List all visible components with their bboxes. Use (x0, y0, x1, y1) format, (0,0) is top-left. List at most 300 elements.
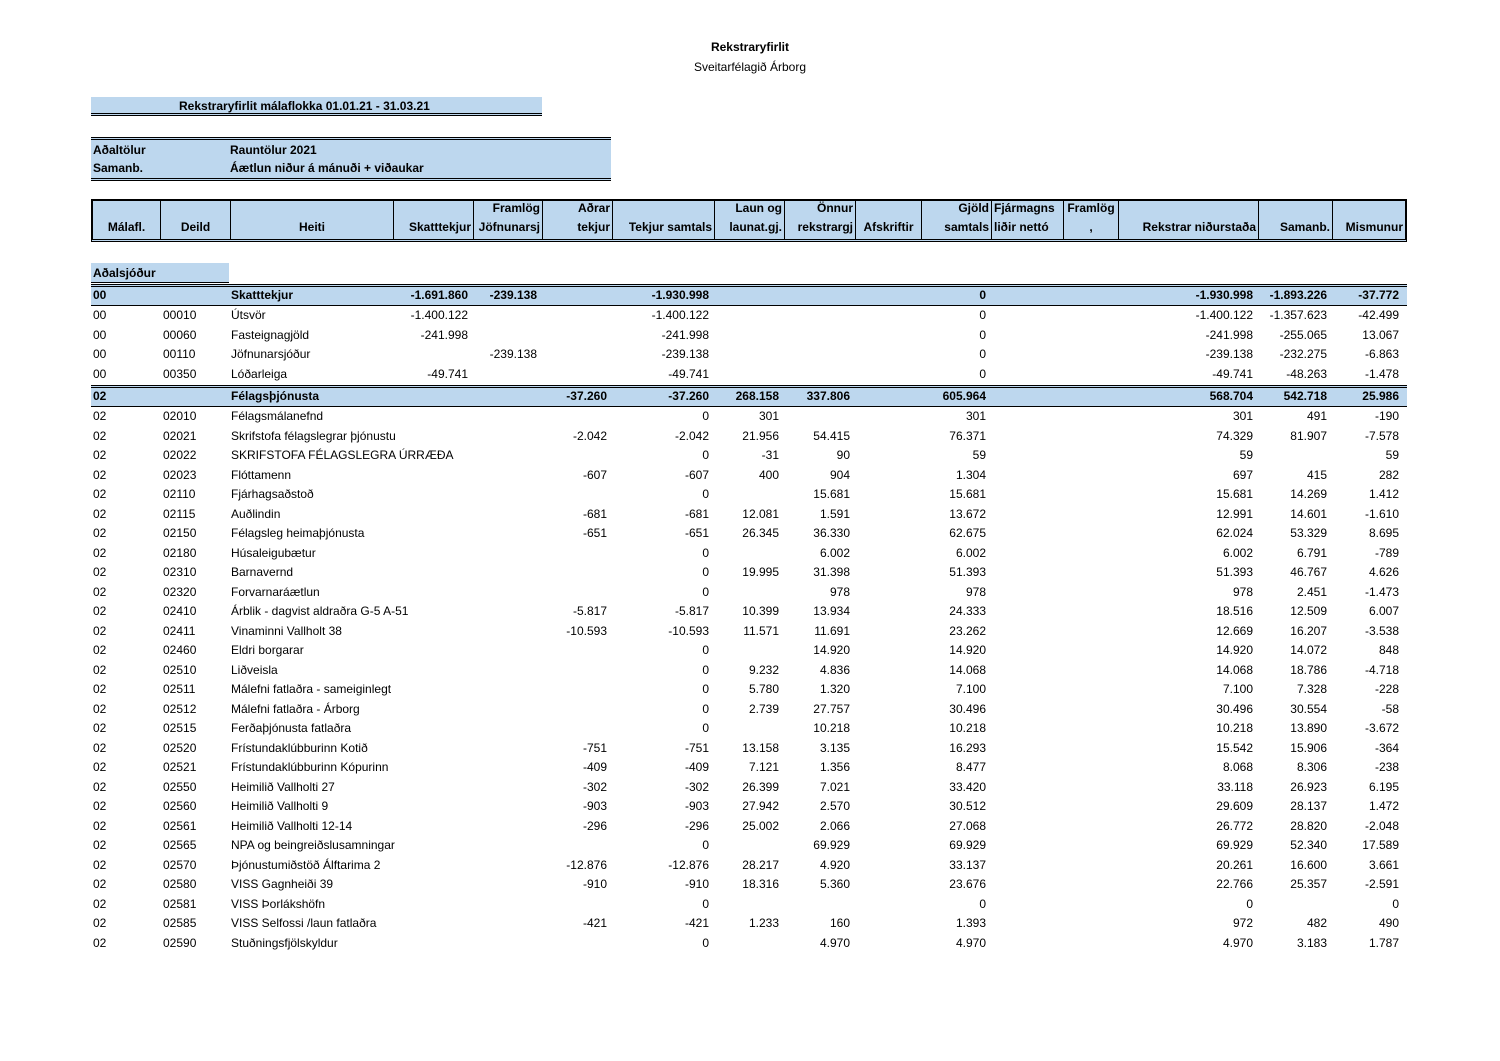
table-row (91, 758, 1407, 778)
cell-malafl: 02 (93, 760, 107, 774)
header-mism-line: Mismunur (1345, 220, 1403, 234)
cell-onnur: 160 (829, 916, 850, 930)
header-malafl-line: Málafl. (107, 220, 146, 234)
cell-samanb: 18.786 (1290, 662, 1327, 677)
compare-value: Áætlun niður á mánuði + viðaukar (230, 161, 424, 175)
header-framlog2-line: , (1089, 220, 1093, 234)
cell-gjold: 24.333 (949, 604, 986, 618)
cell-tekjur: 0 (702, 643, 709, 657)
report-title: Rekstraryfirlit (710, 40, 790, 54)
cell-heiti: SKRIFSTOFA FÉLAGSLEGRA ÚRRÆÐA (231, 448, 454, 462)
cell-laun: 11.571 (743, 623, 779, 638)
cell-onnur: 978 (829, 584, 850, 599)
cell-heiti: Félagsþjónusta (231, 389, 320, 403)
cell-heiti: Heimilið Vallholti 27 (231, 779, 335, 794)
cell-tekjur: -1.400.122 (651, 308, 709, 322)
cell-gjold: 4.970 (955, 935, 986, 950)
cell-rekstur: 30.496 (1216, 701, 1253, 716)
cell-adrar: -651 (582, 526, 607, 540)
table-row (91, 563, 1407, 583)
cell-samanb: 8.306 (1296, 760, 1327, 774)
cell-gjold: 59 (972, 448, 986, 462)
header-fjarm-line: Fjármagns (994, 201, 1055, 215)
cell-rekstur: 978 (1232, 584, 1253, 599)
cell-rekstur: 14.920 (1216, 643, 1253, 657)
group-row (91, 385, 1407, 407)
header-adrar (543, 201, 613, 239)
cell-adrar: -12.876 (566, 857, 607, 872)
cell-heiti: Jöfnunarsjóður (231, 347, 311, 361)
cell-heiti: Málefni fatlaðra - Árborg (231, 701, 360, 716)
cell-malafl: 02 (93, 857, 107, 872)
cell-deild: 02411 (163, 623, 196, 638)
cell-deild: 02570 (163, 857, 197, 872)
cell-onnur: 2.066 (819, 818, 850, 833)
cell-gjold: 978 (965, 584, 986, 599)
cell-mism: 1.412 (1368, 487, 1399, 501)
cell-heiti: Félagsleg heimaþjónusta (231, 526, 365, 540)
cell-mism: 1.787 (1368, 935, 1399, 950)
cell-mism: 1.472 (1368, 799, 1399, 813)
cell-tekjur: -2.042 (674, 428, 709, 443)
cell-gjold: 33.420 (949, 779, 986, 794)
cell-gjold: 51.393 (949, 565, 986, 579)
header-framlog-line: Framlög (492, 201, 540, 215)
cell-mism: -2.048 (1364, 818, 1399, 833)
cell-tekjur: -5.817 (674, 604, 709, 618)
cell-onnur: 7.021 (819, 779, 850, 794)
cell-deild: 02310 (163, 565, 197, 579)
cell-deild: 00060 (163, 327, 197, 342)
table-row (91, 641, 1407, 661)
cell-malafl: 02 (93, 643, 107, 657)
header-tekjur-line: Tekjur samtals (628, 220, 712, 234)
cell-mism: 3.661 (1368, 857, 1399, 872)
section-label (91, 263, 229, 283)
cell-onnur: 1.356 (819, 760, 850, 774)
header-fjarm-line: liðir nettó (994, 220, 1049, 234)
cell-rekstur: 62.024 (1216, 526, 1253, 540)
main-value: Rauntölur 2021 (230, 143, 317, 157)
cell-rekstur: 15.681 (1216, 487, 1253, 501)
cell-malafl: 02 (93, 662, 107, 677)
cell-tekjur: 0 (702, 838, 709, 852)
cell-gjold: 76.371 (949, 428, 986, 443)
cell-malafl: 02 (93, 428, 107, 443)
header-laun-line: Laun og (735, 201, 782, 215)
table-header (91, 199, 1407, 242)
cell-malafl: 02 (93, 877, 107, 891)
cell-mism: -6.863 (1364, 347, 1399, 361)
table-row (91, 700, 1407, 720)
cell-heiti: Flóttamenn (231, 467, 292, 482)
cell-adrar: -302 (582, 779, 607, 794)
cell-mism: -58 (1381, 701, 1399, 716)
header-tekjur (613, 201, 715, 239)
table-body (91, 284, 1407, 953)
cell-samanb: 81.907 (1290, 428, 1327, 443)
cell-rekstur: 8.068 (1222, 760, 1253, 774)
cell-heiti: Forvarnaráætlun (231, 584, 320, 599)
cell-samanb: 2.451 (1296, 584, 1327, 599)
cell-onnur: 337.806 (806, 389, 850, 403)
cell-gjold: 0 (979, 896, 986, 911)
cell-mism: 8.695 (1368, 526, 1399, 540)
cell-framlog: -239.138 (489, 347, 537, 361)
cell-gjold: 0 (979, 308, 986, 322)
cell-samanb: 28.137 (1290, 799, 1327, 813)
cell-malafl: 02 (93, 467, 107, 482)
cell-onnur: 13.934 (813, 604, 850, 618)
cell-skatt: -1.691.860 (410, 288, 468, 302)
table-row (91, 306, 1407, 326)
cell-onnur: 5.360 (819, 877, 850, 891)
cell-mism: -37.772 (1358, 288, 1399, 302)
cell-samanb: 16.207 (1290, 623, 1327, 638)
cell-rekstur: 697 (1232, 467, 1253, 482)
cell-onnur: 4.920 (819, 857, 850, 872)
cell-gjold: 30.496 (949, 701, 986, 716)
header-afskr (856, 201, 922, 239)
cell-mism: -42.499 (1358, 308, 1399, 322)
cell-malafl: 02 (93, 896, 107, 911)
period-banner (91, 97, 542, 116)
table-row (91, 934, 1407, 954)
cell-heiti: Fjárhagsaðstoð (231, 487, 314, 501)
cell-samanb: 12.509 (1290, 604, 1327, 618)
cell-heiti: Félagsmálanefnd (231, 409, 324, 423)
main-label: Aðaltölur (93, 143, 146, 157)
cell-tekjur: -1.930.998 (651, 288, 709, 302)
table-row (91, 914, 1407, 934)
table-row (91, 856, 1407, 876)
header-mism (1333, 201, 1405, 239)
cell-deild: 02010 (163, 409, 197, 423)
cell-mism: -1.478 (1364, 366, 1399, 381)
cell-samanb: 13.890 (1290, 721, 1327, 735)
cell-malafl: 02 (93, 779, 107, 794)
table-row (91, 719, 1407, 739)
cell-tekjur: -10.593 (668, 623, 709, 638)
header-adrar-line: tekjur (577, 220, 610, 234)
cell-heiti: Fasteignagjöld (231, 327, 310, 342)
cell-deild: 00350 (163, 366, 197, 381)
cell-mism: 848 (1378, 643, 1399, 657)
cell-rekstur: -239.138 (1205, 347, 1253, 361)
cell-mism: -789 (1374, 545, 1399, 560)
cell-malafl: 02 (93, 701, 107, 716)
cell-gjold: 30.512 (949, 799, 986, 813)
cell-heiti: Frístundaklúbburinn Kotið (231, 740, 368, 755)
table-row (91, 466, 1407, 486)
cell-onnur: 1.320 (819, 682, 850, 696)
cell-rekstur: 59 (1239, 448, 1253, 462)
cell-rekstur: 6.002 (1222, 545, 1253, 560)
cell-heiti: Málefni fatlaðra - sameiginlegt (231, 682, 392, 696)
cell-onnur: 4.836 (819, 662, 850, 677)
cell-heiti: Heimilið Vallholti 12-14 (231, 818, 353, 833)
cell-samanb: 415 (1306, 467, 1327, 482)
header-skatt-line: Skatttekjur (408, 220, 471, 234)
cell-adrar: -421 (582, 916, 607, 930)
cell-tekjur: -49.741 (668, 366, 709, 381)
cell-malafl: 02 (93, 389, 107, 403)
cell-tekjur: 0 (702, 545, 709, 560)
header-gjold (922, 201, 992, 239)
cell-rekstur: -1.400.122 (1195, 308, 1253, 322)
cell-onnur: 36.330 (813, 526, 850, 540)
key-box (91, 137, 611, 181)
header-laun-line: launat.gj. (729, 220, 782, 234)
header-framlog-line: Jöfnunarsj (478, 220, 540, 234)
cell-samanb: 46.767 (1290, 565, 1327, 579)
header-samanb (1259, 201, 1333, 239)
cell-deild: 02115 (163, 506, 196, 521)
cell-skatt: -241.998 (420, 327, 468, 342)
cell-onnur: 1.591 (819, 506, 850, 521)
cell-samanb: 26.923 (1290, 779, 1327, 794)
cell-samanb: 6.791 (1296, 545, 1327, 560)
cell-gjold: 15.681 (949, 487, 986, 501)
table-row (91, 680, 1407, 700)
compare-label: Samanb. (93, 161, 144, 175)
cell-malafl: 00 (93, 288, 107, 302)
cell-heiti: Heimilið Vallholti 9 (231, 799, 329, 813)
cell-rekstur: 15.542 (1216, 740, 1253, 755)
cell-mism: 13.067 (1362, 327, 1399, 342)
header-framlog2-line: Framlög (1067, 201, 1115, 215)
header-skatt (394, 201, 474, 239)
cell-rekstur: -241.998 (1205, 327, 1253, 342)
cell-deild: 00110 (163, 347, 196, 361)
cell-onnur: 2.570 (819, 799, 850, 813)
table-row (91, 778, 1407, 798)
cell-adrar: -2.042 (572, 428, 607, 443)
cell-heiti: VISS Selfossi /laun fatlaðra (231, 916, 377, 930)
cell-laun: 21.956 (742, 428, 779, 443)
cell-deild: 02521 (163, 760, 197, 774)
cell-tekjur: -239.138 (661, 347, 709, 361)
cell-rekstur: 20.261 (1216, 857, 1253, 872)
cell-laun: 400 (758, 467, 779, 482)
cell-mism: 25.986 (1362, 389, 1399, 403)
cell-samanb: 15.906 (1290, 740, 1327, 755)
cell-samanb: 482 (1306, 916, 1327, 930)
cell-laun: 26.345 (742, 526, 779, 540)
cell-tekjur: -296 (684, 818, 709, 833)
table-row (91, 524, 1407, 544)
cell-heiti: NPA og beingreiðslusamningar (231, 838, 395, 852)
cell-rekstur: 22.766 (1216, 877, 1253, 891)
section-title: Aðalsjóður (93, 266, 156, 280)
cell-onnur: 11.691 (814, 623, 850, 638)
header-framlog2 (1064, 201, 1119, 239)
table-row (91, 875, 1407, 895)
cell-rekstur: 12.991 (1216, 506, 1253, 521)
cell-gjold: 69.929 (949, 838, 986, 852)
cell-heiti: VISS Þorlákshöfn (231, 896, 326, 911)
cell-malafl: 02 (93, 935, 107, 950)
cell-gjold: 605.964 (942, 389, 986, 403)
cell-laun: 12.081 (742, 506, 779, 521)
cell-heiti: Ferðaþjónusta fatlaðra (231, 721, 352, 735)
cell-laun: 9.232 (748, 662, 779, 677)
cell-samanb: 14.269 (1290, 487, 1327, 501)
cell-deild: 02520 (163, 740, 197, 755)
cell-heiti: Lóðarleiga (231, 366, 288, 381)
cell-heiti: Frístundaklúbburinn Kópurinn (231, 760, 389, 774)
header-adrar-line: Aðrar (577, 201, 610, 215)
cell-deild: 02515 (163, 721, 197, 735)
header-onnur-line: rekstrargj (797, 220, 853, 234)
cell-tekjur: -302 (684, 779, 709, 794)
header-rekstur (1119, 201, 1259, 239)
cell-deild: 02180 (163, 545, 197, 560)
cell-rekstur: -49.741 (1212, 366, 1253, 381)
cell-gjold: 6.002 (955, 545, 986, 560)
cell-malafl: 02 (93, 838, 107, 852)
group-row (91, 284, 1407, 306)
cell-rekstur: 14.068 (1216, 662, 1253, 677)
cell-samanb: -1.893.226 (1269, 288, 1327, 302)
cell-mism: 6.195 (1368, 779, 1399, 794)
cell-gjold: 1.304 (955, 467, 986, 482)
cell-malafl: 02 (93, 565, 107, 579)
cell-malafl: 02 (93, 545, 107, 560)
cell-gjold: 1.393 (955, 916, 986, 930)
cell-deild: 02565 (163, 838, 197, 852)
header-malafl (93, 201, 161, 239)
cell-rekstur: 74.329 (1216, 428, 1253, 443)
cell-tekjur: 0 (702, 935, 709, 950)
header-heiti (231, 201, 394, 239)
cell-mism: -3.672 (1364, 721, 1399, 735)
cell-gjold: 0 (979, 347, 986, 361)
cell-mism: 4.626 (1368, 565, 1399, 579)
cell-adrar: -910 (582, 877, 607, 891)
cell-tekjur: -903 (684, 799, 709, 813)
cell-laun: 5.780 (748, 682, 779, 696)
table-row (91, 544, 1407, 564)
header-deild (161, 201, 231, 239)
cell-laun: 27.942 (742, 799, 779, 813)
table-row (91, 797, 1407, 817)
cell-laun: 2.739 (748, 701, 779, 716)
cell-tekjur: -409 (684, 760, 709, 774)
cell-gjold: 0 (979, 327, 986, 342)
cell-adrar: -37.260 (566, 389, 607, 403)
cell-malafl: 02 (93, 740, 107, 755)
cell-laun: 19.995 (742, 565, 779, 579)
cell-deild: 02022 (163, 448, 197, 462)
header-afskr-line: Afskriftir (863, 220, 914, 234)
cell-tekjur: -681 (684, 506, 709, 521)
table-row (91, 836, 1407, 856)
cell-skatt: -49.741 (427, 366, 468, 381)
cell-samanb: -255.065 (1279, 327, 1327, 342)
table-row (91, 583, 1407, 603)
cell-malafl: 00 (93, 366, 107, 381)
cell-malafl: 02 (93, 916, 107, 930)
cell-tekjur: 0 (702, 584, 709, 599)
cell-heiti: Skatttekjur (231, 288, 294, 302)
cell-tekjur: -751 (684, 740, 709, 755)
cell-heiti: Liðveisla (231, 662, 278, 677)
cell-onnur: 14.920 (813, 643, 850, 657)
cell-rekstur: -1.930.998 (1195, 288, 1253, 302)
table-row (91, 446, 1407, 466)
table-row (91, 739, 1407, 759)
header-gjold-line: Gjöld (958, 201, 989, 215)
table-row (91, 345, 1407, 365)
cell-samanb: -1.357.623 (1269, 308, 1327, 322)
cell-samanb: 491 (1306, 409, 1327, 423)
cell-heiti: Útsvör (231, 308, 266, 322)
cell-onnur: 69.929 (813, 838, 850, 852)
cell-samanb: 16.600 (1290, 857, 1327, 872)
cell-adrar: -751 (582, 740, 607, 755)
header-laun (715, 201, 785, 239)
cell-laun: 28.217 (742, 857, 779, 872)
table-row (91, 326, 1407, 346)
cell-mism: -2.591 (1364, 877, 1399, 891)
cell-gjold: 10.218 (949, 721, 986, 735)
cell-gjold: 27.068 (949, 818, 986, 833)
cell-mism: 490 (1378, 916, 1399, 930)
cell-mism: -7.578 (1364, 428, 1399, 443)
cell-tekjur: 0 (702, 682, 709, 696)
table-row (91, 817, 1407, 837)
cell-mism: -190 (1374, 409, 1399, 423)
cell-malafl: 02 (93, 487, 107, 501)
header-framlog (474, 201, 543, 239)
header-samanb-line: Samanb. (1279, 220, 1330, 234)
cell-malafl: 02 (93, 623, 107, 638)
cell-gjold: 7.100 (955, 682, 986, 696)
cell-laun: 26.399 (742, 779, 779, 794)
cell-onnur: 15.681 (813, 487, 850, 501)
cell-samanb: 28.820 (1290, 818, 1327, 833)
cell-samanb: 25.357 (1290, 877, 1327, 891)
cell-samanb: 14.601 (1290, 506, 1327, 521)
cell-tekjur: 0 (702, 409, 709, 423)
table-row (91, 661, 1407, 681)
cell-laun: 25.002 (742, 818, 779, 833)
cell-rekstur: 4.970 (1222, 935, 1253, 950)
cell-malafl: 00 (93, 327, 107, 342)
cell-mism: -4.718 (1364, 662, 1399, 677)
table-row (91, 407, 1407, 427)
cell-malafl: 02 (93, 448, 107, 462)
report-subtitle: Sveitarfélagið Árborg (693, 60, 807, 74)
cell-laun: 301 (758, 409, 779, 423)
cell-gjold: 13.672 (949, 506, 986, 521)
cell-deild: 02511 (163, 682, 196, 696)
cell-adrar: -681 (582, 506, 607, 521)
cell-adrar: -607 (582, 467, 607, 482)
cell-rekstur: 18.516 (1216, 604, 1253, 618)
header-heiti-line: Heiti (298, 220, 325, 234)
cell-tekjur: -910 (684, 877, 709, 891)
cell-tekjur: 0 (702, 448, 709, 462)
cell-deild: 02580 (163, 877, 197, 891)
cell-malafl: 02 (93, 409, 107, 423)
cell-deild: 02590 (163, 935, 197, 950)
table-row (91, 895, 1407, 915)
cell-malafl: 02 (93, 721, 107, 735)
cell-tekjur: -241.998 (661, 327, 709, 342)
cell-gjold: 301 (965, 409, 986, 423)
